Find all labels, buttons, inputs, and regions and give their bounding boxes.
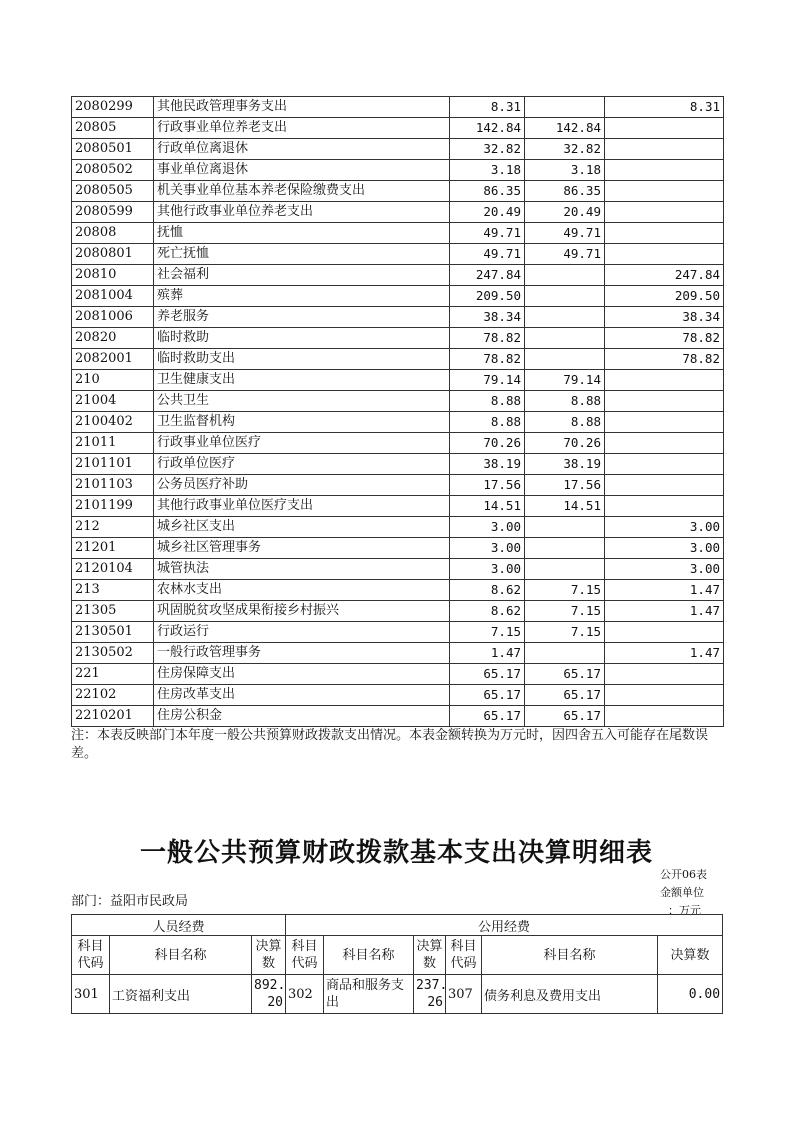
cell-code: 2082001 bbox=[72, 349, 154, 370]
cell-code: 212 bbox=[72, 517, 154, 538]
cell-code: 302 bbox=[286, 975, 324, 1014]
cell-total: 247.84 bbox=[450, 265, 525, 286]
group-personnel: 人员经费 bbox=[72, 915, 286, 936]
table-row bbox=[72, 475, 724, 496]
cell-code: 21201 bbox=[72, 538, 154, 559]
cell-basic: 142.84 bbox=[525, 118, 605, 139]
table-row bbox=[72, 622, 724, 643]
col-name: 科目名称 bbox=[324, 936, 414, 975]
cell-basic: 86.35 bbox=[525, 181, 605, 202]
cell-code: 2130501 bbox=[72, 622, 154, 643]
cell-code: 2100402 bbox=[72, 412, 154, 433]
group-public: 公用经费 bbox=[286, 915, 723, 936]
expenditure-table-body bbox=[72, 97, 724, 727]
table-row bbox=[72, 433, 724, 454]
cell-amount: 237. 26 bbox=[414, 975, 446, 1014]
table-row bbox=[72, 664, 724, 685]
department-label: 部门：益阳市民政局 bbox=[71, 894, 189, 909]
cell-total: 142.84 bbox=[450, 118, 525, 139]
cell-project bbox=[605, 475, 724, 496]
cell-total: 49.71 bbox=[450, 223, 525, 244]
cell-basic: 65.17 bbox=[525, 685, 605, 706]
cell-code: 2081004 bbox=[72, 286, 154, 307]
table-row bbox=[72, 517, 724, 538]
cell-name: 住房保障支出 bbox=[154, 664, 450, 685]
cell-project bbox=[605, 223, 724, 244]
cell-project bbox=[605, 391, 724, 412]
cell-total: 3.18 bbox=[450, 160, 525, 181]
cell-code: 20820 bbox=[72, 328, 154, 349]
cell-code: 2081006 bbox=[72, 307, 154, 328]
cell-code: 2080502 bbox=[72, 160, 154, 181]
table-row bbox=[72, 265, 724, 286]
cell-project bbox=[605, 496, 724, 517]
table-row bbox=[72, 286, 724, 307]
cell-project: 1.47 bbox=[605, 643, 724, 664]
cell-code: 2101199 bbox=[72, 496, 154, 517]
cell-basic bbox=[525, 538, 605, 559]
cell-total: 1.47 bbox=[450, 643, 525, 664]
cell-name: 死亡抚恤 bbox=[154, 244, 450, 265]
cell-basic bbox=[525, 307, 605, 328]
cell-project bbox=[605, 706, 724, 727]
unit-label: 金额单位 bbox=[660, 886, 704, 899]
cell-code: 2210201 bbox=[72, 706, 154, 727]
unit-value: ：万元 bbox=[668, 904, 701, 917]
group-header-row bbox=[72, 915, 723, 936]
cell-name: 行政事业单位养老支出 bbox=[154, 118, 450, 139]
cell-code: 21305 bbox=[72, 601, 154, 622]
table-row bbox=[72, 580, 724, 601]
cell-name: 临时救助支出 bbox=[154, 349, 450, 370]
cell-project bbox=[605, 433, 724, 454]
table-row bbox=[72, 412, 724, 433]
cell-total: 3.00 bbox=[450, 559, 525, 580]
cell-code: 2080505 bbox=[72, 181, 154, 202]
cell-basic: 7.15 bbox=[525, 580, 605, 601]
cell-basic: 32.82 bbox=[525, 139, 605, 160]
cell-total: 3.00 bbox=[450, 517, 525, 538]
cell-basic: 14.51 bbox=[525, 496, 605, 517]
cell-project: 8.31 bbox=[605, 97, 724, 118]
cell-project bbox=[605, 181, 724, 202]
cell-name: 其他民政管理事务支出 bbox=[154, 97, 450, 118]
cell-name: 债务利息及费用支出 bbox=[482, 975, 658, 1014]
table-note: 注：本表反映部门本年度一般公共预算财政拨款支出情况。本表金额转换为万元时，因四舍五入可能存在尾数误差。 bbox=[71, 728, 709, 761]
cell-basic: 49.71 bbox=[525, 223, 605, 244]
cell-amount: 0.00 bbox=[658, 975, 723, 1014]
cell-name: 城管执法 bbox=[154, 559, 450, 580]
cell-basic: 3.18 bbox=[525, 160, 605, 181]
table-row bbox=[72, 706, 724, 727]
cell-code: 2080501 bbox=[72, 139, 154, 160]
cell-project: 38.34 bbox=[605, 307, 724, 328]
cell-project bbox=[605, 622, 724, 643]
cell-total: 78.82 bbox=[450, 328, 525, 349]
cell-total: 79.14 bbox=[450, 370, 525, 391]
table-row bbox=[72, 118, 724, 139]
cell-total: 8.88 bbox=[450, 391, 525, 412]
column-header-row bbox=[72, 936, 723, 975]
cell-total: 86.35 bbox=[450, 181, 525, 202]
table-row bbox=[72, 223, 724, 244]
cell-total: 8.88 bbox=[450, 412, 525, 433]
cell-name: 行政事业单位医疗 bbox=[154, 433, 450, 454]
cell-name: 行政单位医疗 bbox=[154, 454, 450, 475]
table-row bbox=[72, 496, 724, 517]
table-row bbox=[72, 139, 724, 160]
table-row bbox=[72, 349, 724, 370]
cell-name: 城乡社区支出 bbox=[154, 517, 450, 538]
col-code: 科目 代码 bbox=[286, 936, 324, 975]
cell-total: 70.26 bbox=[450, 433, 525, 454]
cell-basic: 8.88 bbox=[525, 391, 605, 412]
table-row bbox=[72, 244, 724, 265]
cell-total: 8.62 bbox=[450, 601, 525, 622]
table-row bbox=[72, 538, 724, 559]
cell-project: 3.00 bbox=[605, 538, 724, 559]
cell-project: 3.00 bbox=[605, 559, 724, 580]
table-row bbox=[72, 202, 724, 223]
cell-name: 行政单位离退休 bbox=[154, 139, 450, 160]
cell-project: 3.00 bbox=[605, 517, 724, 538]
cell-total: 17.56 bbox=[450, 475, 525, 496]
cell-total: 14.51 bbox=[450, 496, 525, 517]
cell-code: 2080299 bbox=[72, 97, 154, 118]
cell-code: 2130502 bbox=[72, 643, 154, 664]
cell-total: 65.17 bbox=[450, 664, 525, 685]
cell-basic: 65.17 bbox=[525, 664, 605, 685]
cell-project bbox=[605, 685, 724, 706]
cell-project bbox=[605, 160, 724, 181]
cell-name: 社会福利 bbox=[154, 265, 450, 286]
cell-name: 巩固脱贫攻坚成果衔接乡村振兴 bbox=[154, 601, 450, 622]
cell-name: 临时救助 bbox=[154, 328, 450, 349]
cell-name: 养老服务 bbox=[154, 307, 450, 328]
cell-total: 3.00 bbox=[450, 538, 525, 559]
col-amount: 决算数 bbox=[658, 936, 723, 975]
cell-project bbox=[605, 370, 724, 391]
form-number: 公开06表 bbox=[660, 868, 707, 881]
cell-project: 1.47 bbox=[605, 580, 724, 601]
col-amount: 决算 数 bbox=[414, 936, 446, 975]
cell-name: 卫生监督机构 bbox=[154, 412, 450, 433]
cell-basic: 7.15 bbox=[525, 601, 605, 622]
form-meta bbox=[660, 866, 730, 920]
table-row bbox=[72, 307, 724, 328]
cell-name: 公共卫生 bbox=[154, 391, 450, 412]
cell-basic bbox=[525, 517, 605, 538]
cell-project: 209.50 bbox=[605, 286, 724, 307]
cell-name: 其他行政事业单位医疗支出 bbox=[154, 496, 450, 517]
col-name: 科目名称 bbox=[110, 936, 252, 975]
table-row bbox=[72, 181, 724, 202]
table-row bbox=[72, 454, 724, 475]
cell-code: 301 bbox=[72, 975, 110, 1014]
cell-project bbox=[605, 454, 724, 475]
cell-name: 一般行政管理事务 bbox=[154, 643, 450, 664]
cell-total: 38.19 bbox=[450, 454, 525, 475]
col-code: 科目 代码 bbox=[446, 936, 482, 975]
cell-total: 20.49 bbox=[450, 202, 525, 223]
cell-name: 工资福利支出 bbox=[110, 975, 252, 1014]
cell-basic: 65.17 bbox=[525, 706, 605, 727]
cell-name: 城乡社区管理事务 bbox=[154, 538, 450, 559]
cell-name: 商品和服务支 出 bbox=[324, 975, 414, 1014]
cell-name: 公务员医疗补助 bbox=[154, 475, 450, 496]
cell-basic: 79.14 bbox=[525, 370, 605, 391]
expenditure-table bbox=[71, 96, 724, 727]
cell-basic bbox=[525, 349, 605, 370]
cell-basic: 49.71 bbox=[525, 244, 605, 265]
cell-total: 78.82 bbox=[450, 349, 525, 370]
col-code: 科目 代码 bbox=[72, 936, 110, 975]
cell-basic: 70.26 bbox=[525, 433, 605, 454]
cell-amount: 892. 20 bbox=[252, 975, 286, 1014]
cell-basic: 20.49 bbox=[525, 202, 605, 223]
table-row bbox=[72, 391, 724, 412]
cell-code: 2080599 bbox=[72, 202, 154, 223]
cell-basic bbox=[525, 265, 605, 286]
cell-code: 213 bbox=[72, 580, 154, 601]
cell-basic: 38.19 bbox=[525, 454, 605, 475]
cell-code: 20810 bbox=[72, 265, 154, 286]
cell-project bbox=[605, 664, 724, 685]
table-row bbox=[72, 601, 724, 622]
cell-name: 抚恤 bbox=[154, 223, 450, 244]
table-row bbox=[72, 559, 724, 580]
cell-name: 卫生健康支出 bbox=[154, 370, 450, 391]
cell-basic bbox=[525, 328, 605, 349]
cell-project: 1.47 bbox=[605, 601, 724, 622]
cell-total: 8.62 bbox=[450, 580, 525, 601]
cell-project bbox=[605, 118, 724, 139]
cell-name: 住房改革支出 bbox=[154, 685, 450, 706]
cell-basic: 8.88 bbox=[525, 412, 605, 433]
cell-basic bbox=[525, 286, 605, 307]
cell-project bbox=[605, 244, 724, 265]
cell-code: 22102 bbox=[72, 685, 154, 706]
table-row bbox=[72, 328, 724, 349]
cell-basic: 17.56 bbox=[525, 475, 605, 496]
table-row bbox=[72, 975, 723, 1014]
cell-total: 209.50 bbox=[450, 286, 525, 307]
cell-project: 78.82 bbox=[605, 349, 724, 370]
col-name: 科目名称 bbox=[482, 936, 658, 975]
table-row bbox=[72, 643, 724, 664]
cell-name: 行政运行 bbox=[154, 622, 450, 643]
col-amount: 决算 数 bbox=[252, 936, 286, 975]
cell-code: 20808 bbox=[72, 223, 154, 244]
cell-total: 7.15 bbox=[450, 622, 525, 643]
cell-name: 殡葬 bbox=[154, 286, 450, 307]
cell-basic bbox=[525, 559, 605, 580]
cell-project bbox=[605, 139, 724, 160]
cell-code: 20805 bbox=[72, 118, 154, 139]
cell-project bbox=[605, 202, 724, 223]
cell-code: 2101103 bbox=[72, 475, 154, 496]
cell-code: 21011 bbox=[72, 433, 154, 454]
cell-name: 其他行政事业单位养老支出 bbox=[154, 202, 450, 223]
cell-name: 住房公积金 bbox=[154, 706, 450, 727]
cell-project bbox=[605, 412, 724, 433]
table-row bbox=[72, 685, 724, 706]
cell-total: 8.31 bbox=[450, 97, 525, 118]
cell-project: 78.82 bbox=[605, 328, 724, 349]
cell-code: 307 bbox=[446, 975, 482, 1014]
cell-total: 38.34 bbox=[450, 307, 525, 328]
cell-basic bbox=[525, 643, 605, 664]
cell-total: 32.82 bbox=[450, 139, 525, 160]
cell-code: 210 bbox=[72, 370, 154, 391]
cell-basic bbox=[525, 97, 605, 118]
table-row bbox=[72, 97, 724, 118]
cell-total: 49.71 bbox=[450, 244, 525, 265]
cell-basic: 7.15 bbox=[525, 622, 605, 643]
cell-total: 65.17 bbox=[450, 706, 525, 727]
cell-project: 247.84 bbox=[605, 265, 724, 286]
cell-total: 65.17 bbox=[450, 685, 525, 706]
basic-expenditure-table bbox=[71, 914, 723, 1014]
cell-code: 21004 bbox=[72, 391, 154, 412]
cell-name: 农林水支出 bbox=[154, 580, 450, 601]
cell-code: 221 bbox=[72, 664, 154, 685]
cell-name: 事业单位离退休 bbox=[154, 160, 450, 181]
cell-name: 机关事业单位基本养老保险缴费支出 bbox=[154, 181, 450, 202]
table-row bbox=[72, 160, 724, 181]
table-row bbox=[72, 370, 724, 391]
cell-code: 2080801 bbox=[72, 244, 154, 265]
cell-code: 2101101 bbox=[72, 454, 154, 475]
cell-code: 2120104 bbox=[72, 559, 154, 580]
page-title: 一般公共预算财政拨款基本支出决算明细表 bbox=[139, 838, 653, 868]
